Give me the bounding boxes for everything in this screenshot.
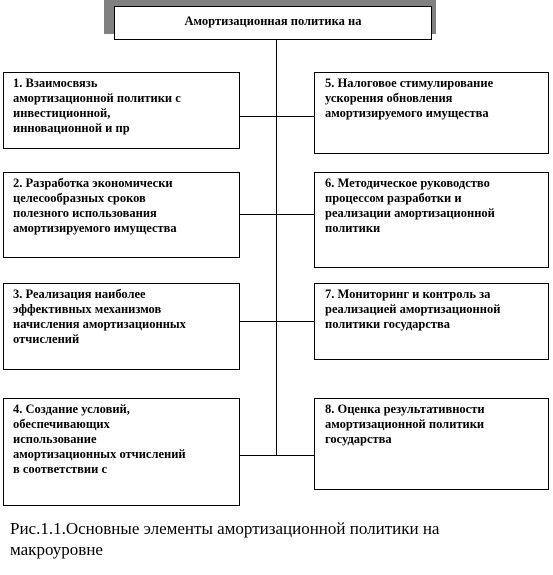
element-box-6-text: 6. Методическое руководство процессом разработки и реализации амортизационной политики [325, 176, 495, 235]
element-box-8-text: 8. Оценка результативности амортизационной политики государства [325, 402, 485, 446]
figure-caption: Рис.1.1.Основные элементы амортизационной политики на макроуровне [10, 519, 440, 559]
element-box-7-text: 7. Мониторинг и контроль за реализацией амортизационной политики государства [325, 287, 501, 331]
element-box-7 [314, 283, 549, 360]
element-box-6 [314, 172, 549, 268]
element-box-4-text: 4. Создание условий, обеспечивающих использование амортизационных отчислений в соответствии с [13, 402, 186, 476]
element-box-8 [314, 398, 549, 490]
diagram-title: Амортизационная политика на [184, 14, 362, 28]
element-box-5-text: 5. Налоговое стимулирование ускорения обновления амортизируемого имущества [325, 76, 494, 120]
element-box-2-text: 2. Разработка экономически целесообразных сроков полезного использования амортизируемого имущества [13, 176, 177, 235]
element-box-1 [3, 72, 240, 149]
diagram-title-box [114, 6, 432, 40]
element-box-3-text: 3. Реализация наиболее эффективных механизмов начисления амортизационных отчислений [13, 287, 186, 346]
element-box-2 [3, 172, 240, 258]
element-box-5 [314, 72, 549, 154]
element-box-3 [3, 283, 240, 370]
element-box-1-text: 1. Взаимосвязь амортизационной политики с инвестиционной, инновационной и пр [13, 76, 181, 135]
element-box-4 [3, 398, 240, 506]
